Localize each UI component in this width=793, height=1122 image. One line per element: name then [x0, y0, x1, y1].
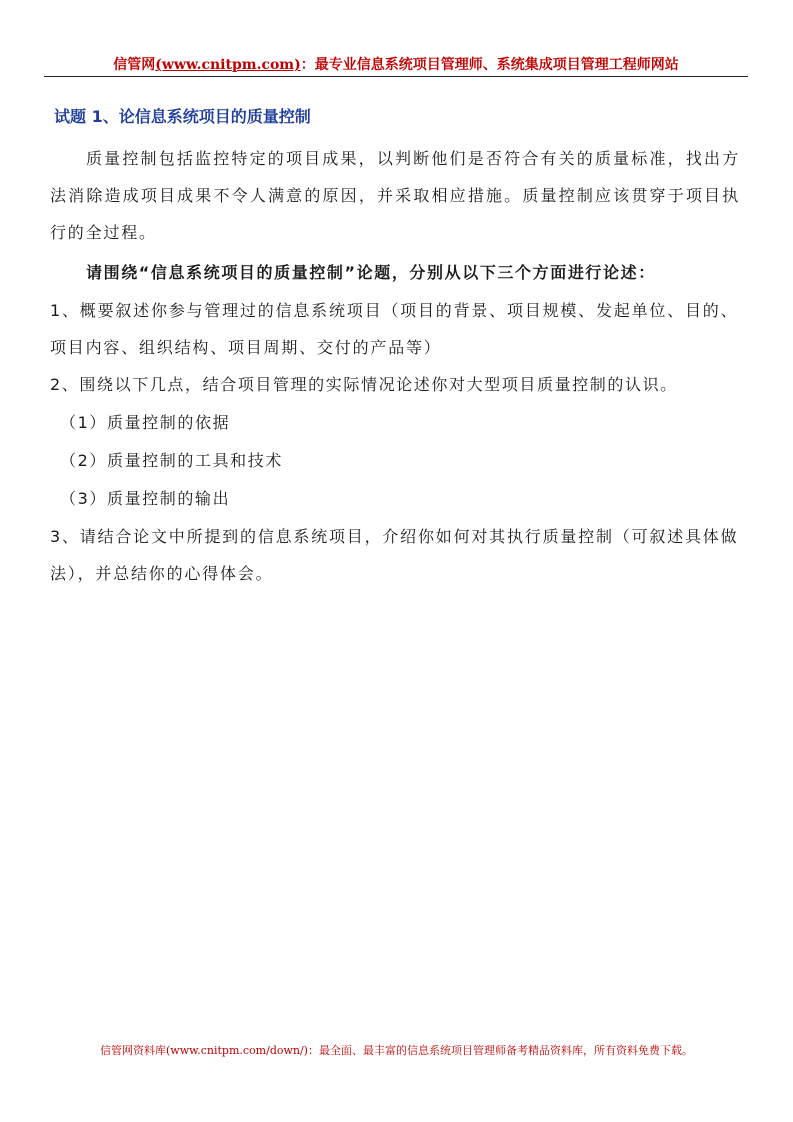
header-site-name: 信管网 [113, 57, 156, 73]
sub-item-1: （1）质量控制的依据 [60, 413, 231, 432]
page-footer: 信管网资料库(www.cnitpm.com/down/)：最全面、最丰富的信息系统项目管理师备考精品资料库，所有资料免费下载。 [100, 1044, 693, 1057]
document-body [50, 104, 740, 592]
sub-item-3: （3）质量控制的输出 [60, 489, 231, 508]
list-item-1: 1、概要叙述你参与管理过的信息系统项目（项目的背景、项目规模、发起单位、目的、项目内容、组织结构、项目周期、交付的产品等） [50, 301, 739, 357]
header-tagline: ：最专业信息系统项目管理师、系统集成项目管理工程师网站 [300, 57, 679, 73]
list-item-2: 2、围绕以下几点，结合项目管理的实际情况论述你对大型项目质量控制的认识。 [50, 375, 678, 394]
prompt-paragraph: 请围绕“信息系统项目的质量控制”论题，分别从以下三个方面进行论述： [86, 263, 656, 282]
list-item-3: 3、请结合论文中所提到的信息系统项目，介绍你如何对其执行质量控制（可叙述具体做法），并总结你的心得体会。 [50, 527, 739, 583]
header-divider [44, 76, 748, 77]
intro-paragraph: 质量控制包括监控特定的项目成果，以判断他们是否符合有关的质量标准，找出方法消除造成项目成果不令人满意的原因，并采取相应措施。质量控制应该贯穿于项目执行的全过程。 [50, 149, 740, 242]
question-title: 试题 1、论信息系统项目的质量控制 [54, 107, 311, 126]
header-site-link[interactable]: (www.cnitpm.com) [155, 57, 301, 73]
sub-item-2: （2）质量控制的工具和技术 [60, 451, 283, 470]
page-header [44, 54, 748, 74]
